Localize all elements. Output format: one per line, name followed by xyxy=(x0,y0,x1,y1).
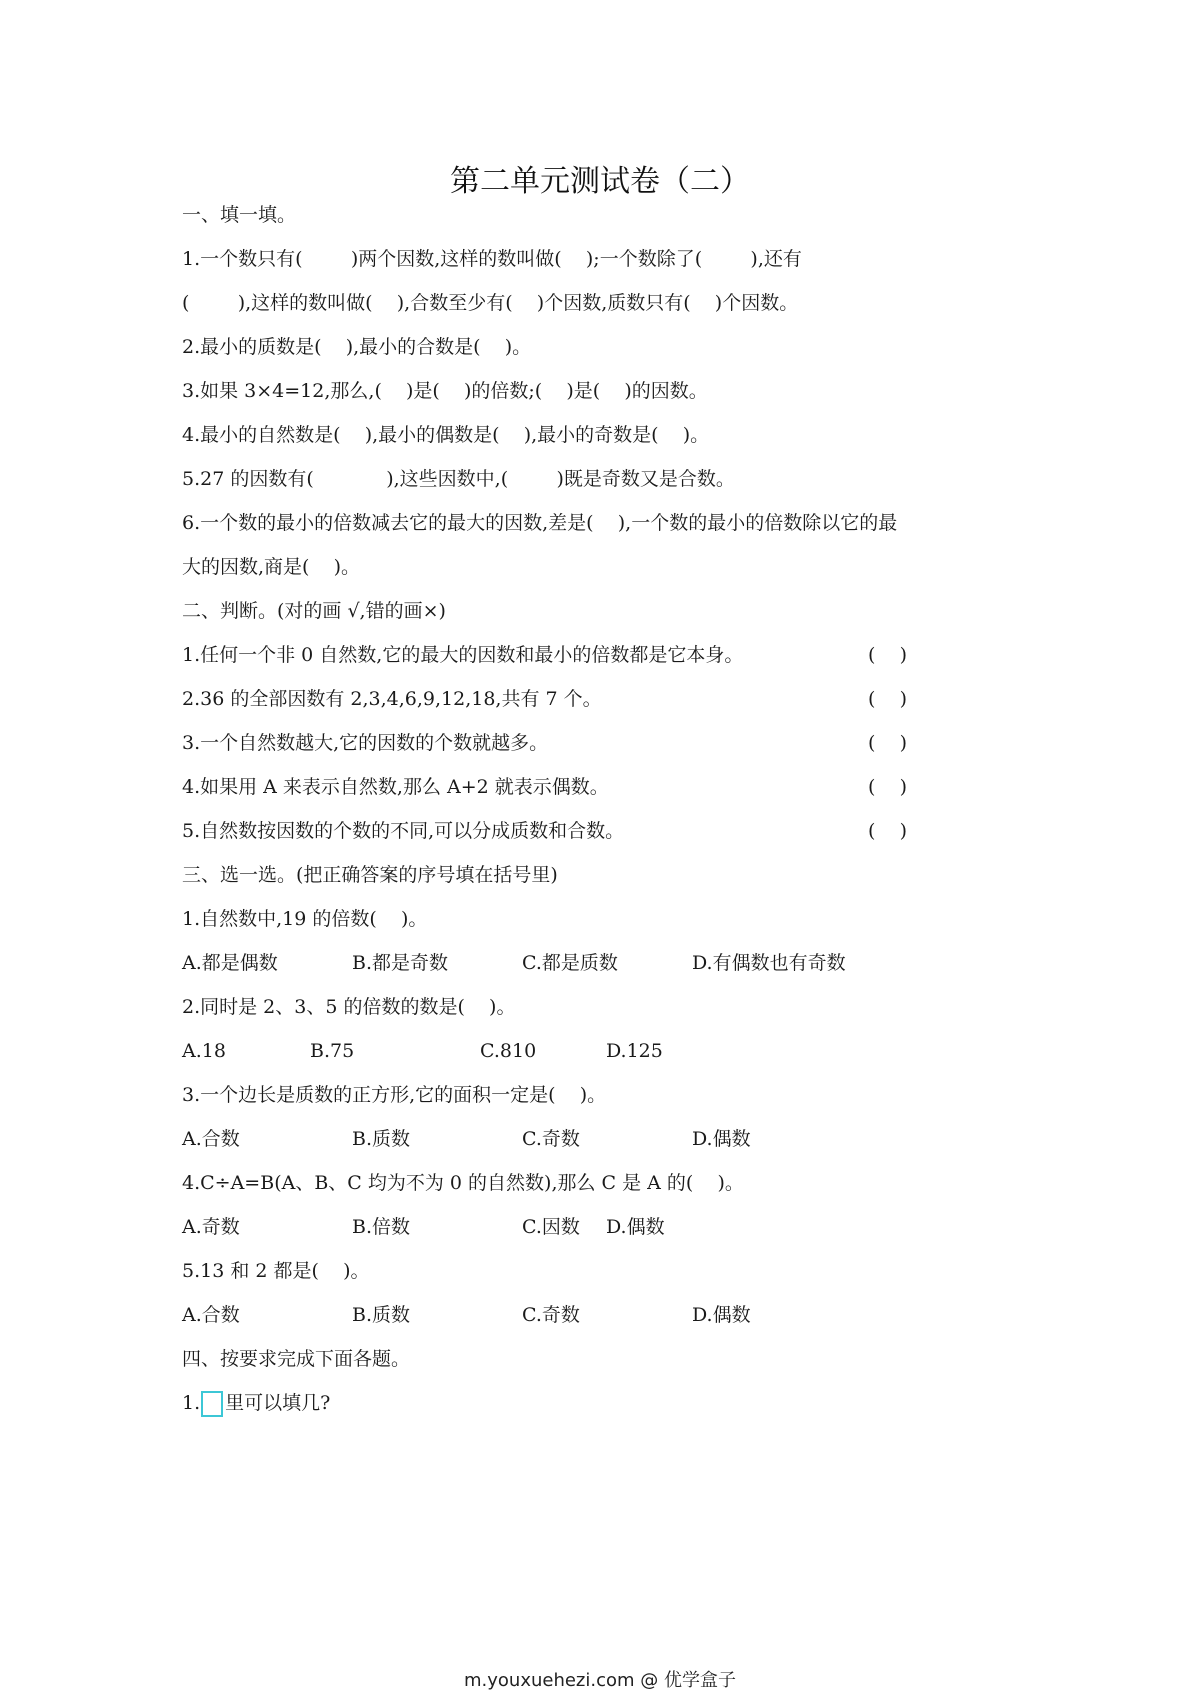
s3-q5-option-a: A.合数 xyxy=(182,1304,240,1326)
s3-q1-option-b: B.都是奇数 xyxy=(352,952,449,974)
judge-item-3: 3.一个自然数越大,它的因数的个数就越多。 xyxy=(182,732,549,754)
s3-q1-option-a: A.都是偶数 xyxy=(182,952,278,974)
section1-heading: 一、填一填。 xyxy=(182,204,297,226)
s3-q4-option-c: C.因数 xyxy=(522,1216,580,1238)
judge-answer-4[interactable]: ( ) xyxy=(868,776,907,798)
s3-q3-option-d: D.偶数 xyxy=(692,1128,751,1150)
s3-q3-option-a: A.合数 xyxy=(182,1128,240,1150)
s3-q2-option-c: C.810 xyxy=(480,1040,537,1062)
s3-q3-option-b: B.质数 xyxy=(352,1128,411,1150)
s3-q4-option-b: B.倍数 xyxy=(352,1216,411,1238)
s3-q4-option-a: A.奇数 xyxy=(182,1216,240,1238)
s3-q3-option-c: C.奇数 xyxy=(522,1128,580,1150)
s3-q2-option-d: D.125 xyxy=(606,1040,663,1062)
page-title: 第二单元测试卷（二） xyxy=(450,164,750,199)
s3-q2-option-a: A.18 xyxy=(182,1040,226,1062)
s3-q5-option-c: C.奇数 xyxy=(522,1304,580,1326)
blank-box[interactable] xyxy=(201,1391,223,1417)
section3-heading: 三、选一选。(把正确答案的序号填在括号里) xyxy=(182,864,558,886)
s1-q5: 5.27 的因数有( ),这些因数中,( )既是奇数又是合数。 xyxy=(182,468,735,490)
judge-answer-3[interactable]: ( ) xyxy=(868,732,907,754)
judge-item-5: 5.自然数按因数的个数的不同,可以分成质数和合数。 xyxy=(182,820,625,842)
s4-q1 xyxy=(182,1388,1042,1418)
s1-q1-line2: ( ),这样的数叫做( ),合数至少有( )个因数,质数只有( )个因数。 xyxy=(182,292,799,314)
s3-q1: 1.自然数中,19 的倍数( )。 xyxy=(182,908,428,930)
s1-q6-line2: 大的因数,商是( )。 xyxy=(182,556,361,578)
s1-q6-line1: 6.一个数的最小的倍数减去它的最大的因数,差是( ),一个数的最小的倍数除以它的最 xyxy=(182,512,898,534)
section2-heading: 二、判断。(对的画 √,错的画×) xyxy=(182,600,446,622)
s4-q1-number: 1. xyxy=(182,1392,201,1414)
s3-q4: 4.C÷A=B(A、B、C 均为不为 0 的自然数),那么 C 是 A 的( )。 xyxy=(182,1172,744,1194)
s1-q4: 4.最小的自然数是( ),最小的偶数是( ),最小的奇数是( )。 xyxy=(182,424,710,446)
s1-q3: 3.如果 3×4=12,那么,( )是( )的倍数;( )是( )的因数。 xyxy=(182,380,708,402)
s3-q1-option-d: D.有偶数也有奇数 xyxy=(692,952,846,974)
s3-q2: 2.同时是 2、3、5 的倍数的数是( )。 xyxy=(182,996,516,1018)
s3-q5: 5.13 和 2 都是( )。 xyxy=(182,1260,370,1282)
judge-item-2: 2.36 的全部因数有 2,3,4,6,9,12,18,共有 7 个。 xyxy=(182,688,602,710)
s4-q1-text: 里可以填几? xyxy=(225,1392,331,1414)
s3-q2-option-b: B.75 xyxy=(310,1040,355,1062)
footer-watermark: m.youxuehezi.com @ 优学盒子 xyxy=(463,1670,736,1691)
judge-item-1: 1.任何一个非 0 自然数,它的最大的因数和最小的倍数都是它本身。 xyxy=(182,644,744,666)
s3-q1-option-c: C.都是质数 xyxy=(522,952,618,974)
judge-item-4: 4.如果用 A 来表示自然数,那么 A+2 就表示偶数。 xyxy=(182,776,609,798)
s3-q5-option-d: D.偶数 xyxy=(692,1304,751,1326)
judge-answer-5[interactable]: ( ) xyxy=(868,820,907,842)
s1-q1-line1: 1.一个数只有( )两个因数,这样的数叫做( );一个数除了( ),还有 xyxy=(182,248,802,270)
judge-answer-2[interactable]: ( ) xyxy=(868,688,907,710)
s3-q5-option-b: B.质数 xyxy=(352,1304,411,1326)
s1-q2: 2.最小的质数是( ),最小的合数是( )。 xyxy=(182,336,532,358)
judge-answer-1[interactable]: ( ) xyxy=(868,644,907,666)
s3-q4-option-d: D.偶数 xyxy=(606,1216,665,1238)
section4-heading: 四、按要求完成下面各题。 xyxy=(182,1348,411,1370)
s3-q3: 3.一个边长是质数的正方形,它的面积一定是( )。 xyxy=(182,1084,607,1106)
